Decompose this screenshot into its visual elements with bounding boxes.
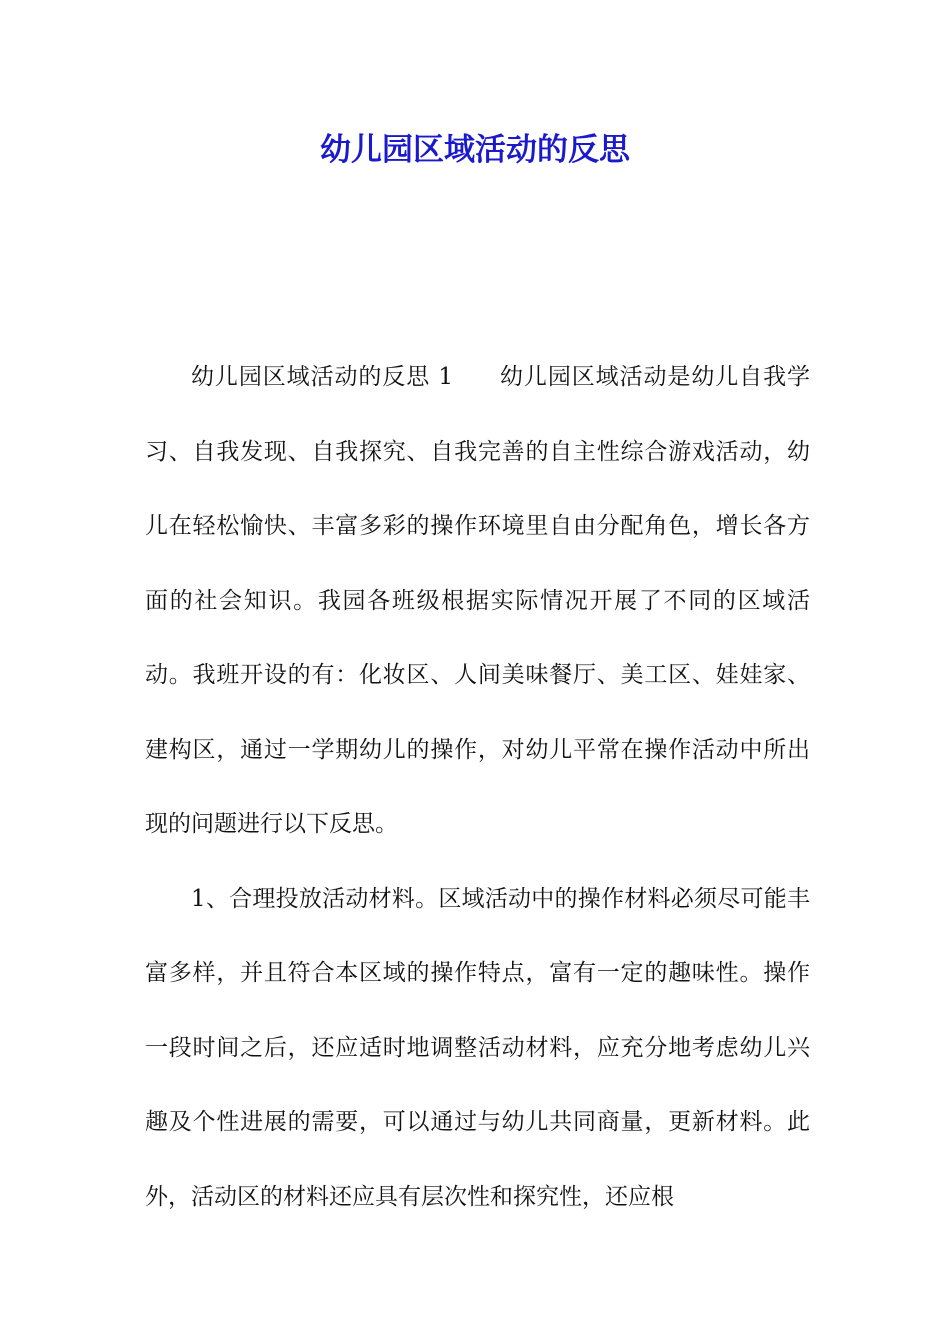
paragraph-2 — [145, 862, 810, 1235]
paragraph-2-text: 1、合理投放活动材料。区域活动中的操作材料必须尽可能丰富多样，并且符合本区域的操作特点，富有一定的趣味性。操作一段时间之后，还应适时地调整活动材料，应充分地考虑幼儿兴趣及个性进展的需要，可以通过与幼儿共同商量，更新材料。此外，活动区的材料还应具有层次性和探究性，还应根 — [145, 885, 810, 1210]
paragraph-1-text: 幼儿园区域活动是幼儿自我学习、自我发现、自我探究、自我完善的自主性综合游戏活动，幼儿在轻松愉快、丰富多彩的操作环境里自由分配角色，增长各方面的社会知识。我园各班级根据实际情况开展了不同的区域活动。我班开设的有：化妆区、人间美味餐厅、美工区、娃娃家、建构区，通过一学期幼儿的操作，对幼儿平常在操作活动中所出现的问题进行以下反思。 — [145, 364, 811, 837]
document-body — [145, 340, 810, 1234]
paragraph-1-heading: 幼儿园区域活动的反思 1 — [191, 364, 454, 390]
document-title: 幼儿园区域活动的反思 — [320, 132, 630, 168]
paragraph-1 — [145, 340, 810, 862]
